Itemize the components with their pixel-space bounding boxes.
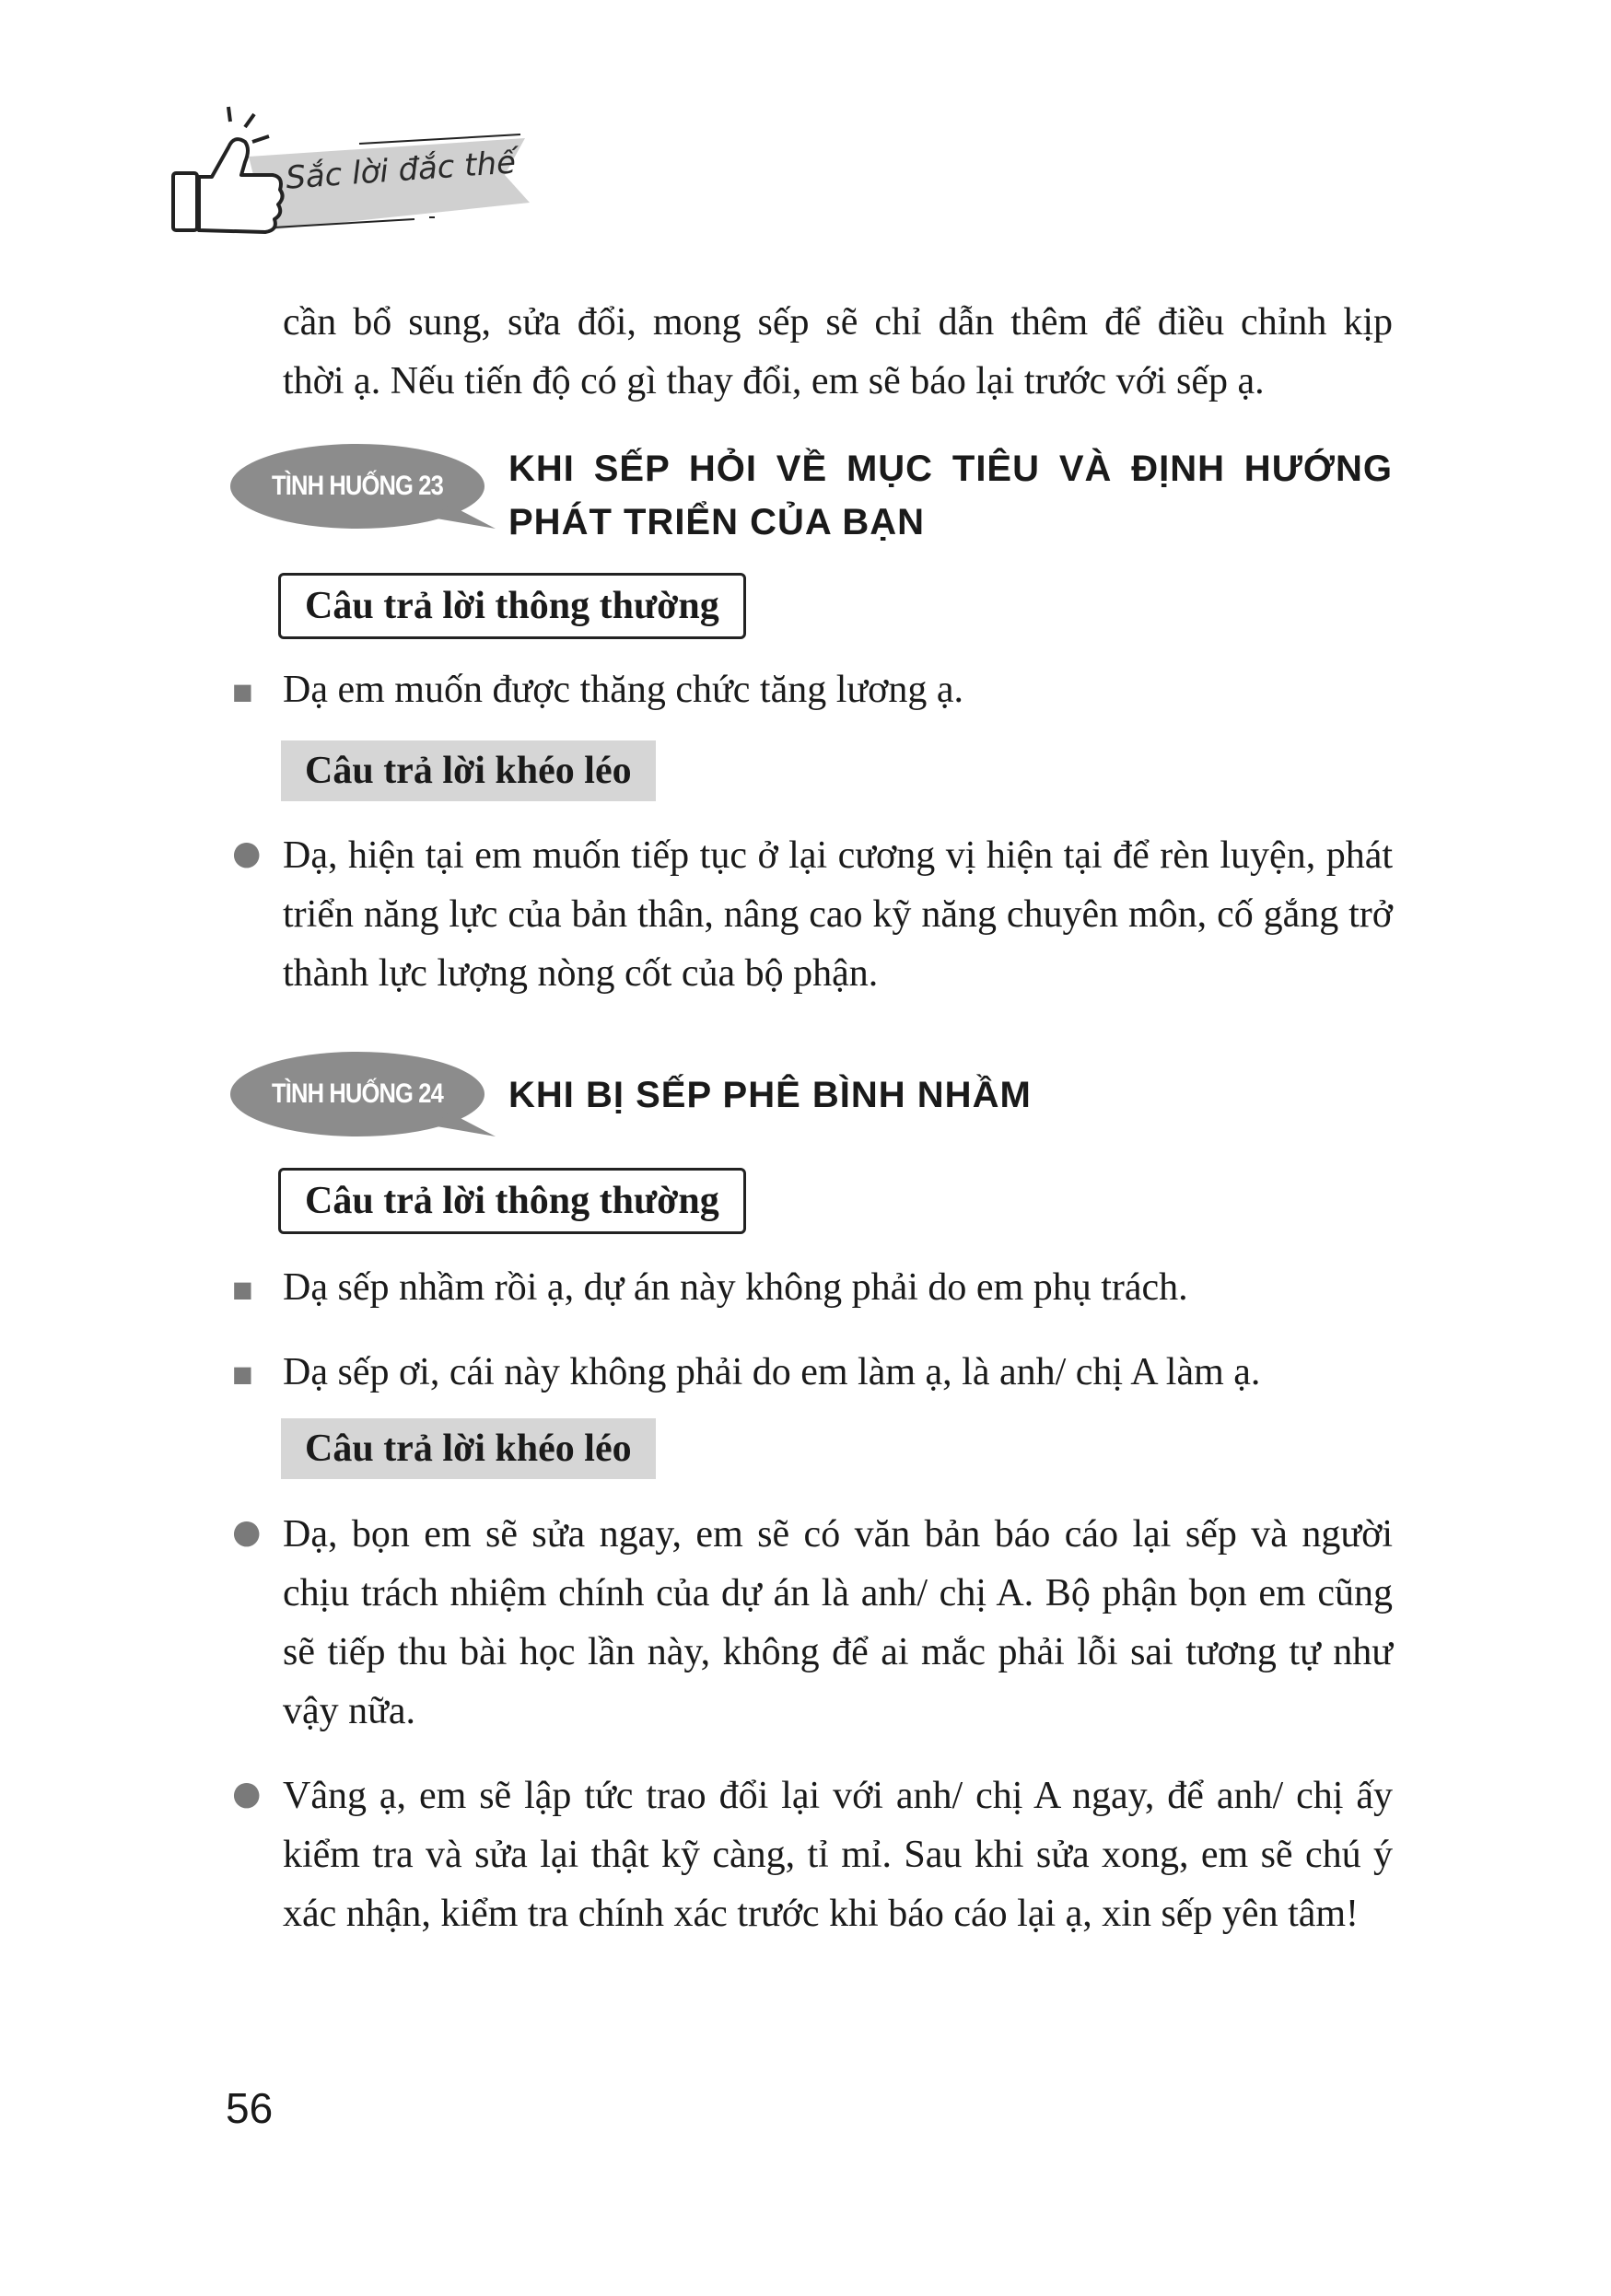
situation-badge-23: TÌNH HUỐNG 23 bbox=[228, 440, 496, 532]
normal-answers-23 bbox=[230, 660, 1393, 745]
smart-answers-23 bbox=[230, 826, 1393, 1029]
page-number: 56 bbox=[226, 2084, 274, 2132]
situation-badge-24: TÌNH HUỐNG 24 bbox=[228, 1048, 496, 1140]
situation-title-24: KHI BỊ SẾP PHÊ BÌNH NHẦM bbox=[508, 1075, 1032, 1115]
list-item: ● Dạ, hiện tại em muốn tiếp tục ở lại cương vị hiện tại để rèn luyện, phát triển năng lực của bản thân, nâng cao kỹ năng chuyên môn, cố gắng trở thành lực lượng nòng cốt của bộ phận. bbox=[230, 826, 1393, 1003]
normal-answer-label: Câu trả lời thông thường bbox=[278, 573, 746, 639]
list-item: ■ Dạ sếp nhầm rồi ạ, dự án này không phải do em phụ trách. bbox=[230, 1258, 1393, 1317]
list-item: ● Dạ, bọn em sẽ sửa ngay, em sẽ có văn bản báo cáo lại sếp và người chịu trách nhiệm chính của dự án là anh/ chị A. Bộ phận bọn em cũng sẽ tiếp thu bài học lần này, không để ai mắc phải lỗi sai tương tự như vậy nữa. bbox=[230, 1505, 1393, 1741]
normal-answer-label: Câu trả lời thông thường bbox=[278, 1168, 746, 1234]
round-bullet-icon: ● bbox=[232, 1513, 262, 1551]
square-bullet-icon: ■ bbox=[232, 1276, 253, 1302]
header-title: Sắc lời đắc thế bbox=[284, 144, 518, 197]
list-item: ● Vâng ạ, em sẽ lập tức trao đổi lại với anh/ chị A ngay, để anh/ chị ấy kiểm tra và sửa lại thật kỹ càng, tỉ mỉ. Sau khi sửa xong, em sẽ chú ý xác nhận, kiểm tra chính xác trước khi báo cáo lại ạ, xin sếp yên tâm! bbox=[230, 1766, 1393, 1943]
round-bullet-icon: ● bbox=[232, 1775, 262, 1812]
smart-answer-label: Câu trả lời khéo léo bbox=[281, 1418, 656, 1479]
smart-answers-24 bbox=[230, 1505, 1393, 1969]
list-item: ■ Dạ em muốn được thăng chức tăng lương ạ. bbox=[230, 660, 1393, 719]
list-item: ■ Dạ sếp ơi, cái này không phải do em làm ạ, là anh/ chị A làm ạ. bbox=[230, 1343, 1393, 1402]
square-bullet-icon: ■ bbox=[232, 1361, 253, 1387]
square-bullet-icon: ■ bbox=[232, 679, 253, 705]
chapter-header bbox=[157, 101, 543, 258]
intro-line-2: thời ạ. Nếu tiến độ có gì thay đổi, em sẽ báo lại trước với sếp ạ. bbox=[283, 360, 1265, 402]
normal-answers-24 bbox=[230, 1258, 1393, 1428]
intro-line-1: cần bổ sung, sửa đổi, mong sếp sẽ chỉ dẫn thêm để điều chỉnh kịp bbox=[283, 301, 1393, 344]
smart-answer-label: Câu trả lời khéo léo bbox=[281, 740, 656, 801]
situation-title-23: KHI SẾP HỎI VỀ MỤC TIÊU VÀ ĐỊNH HƯỚNG PHÁT TRIỂN CỦA BẠN bbox=[508, 449, 1393, 542]
round-bullet-icon: ● bbox=[232, 834, 262, 872]
intro-paragraph bbox=[283, 293, 1393, 411]
